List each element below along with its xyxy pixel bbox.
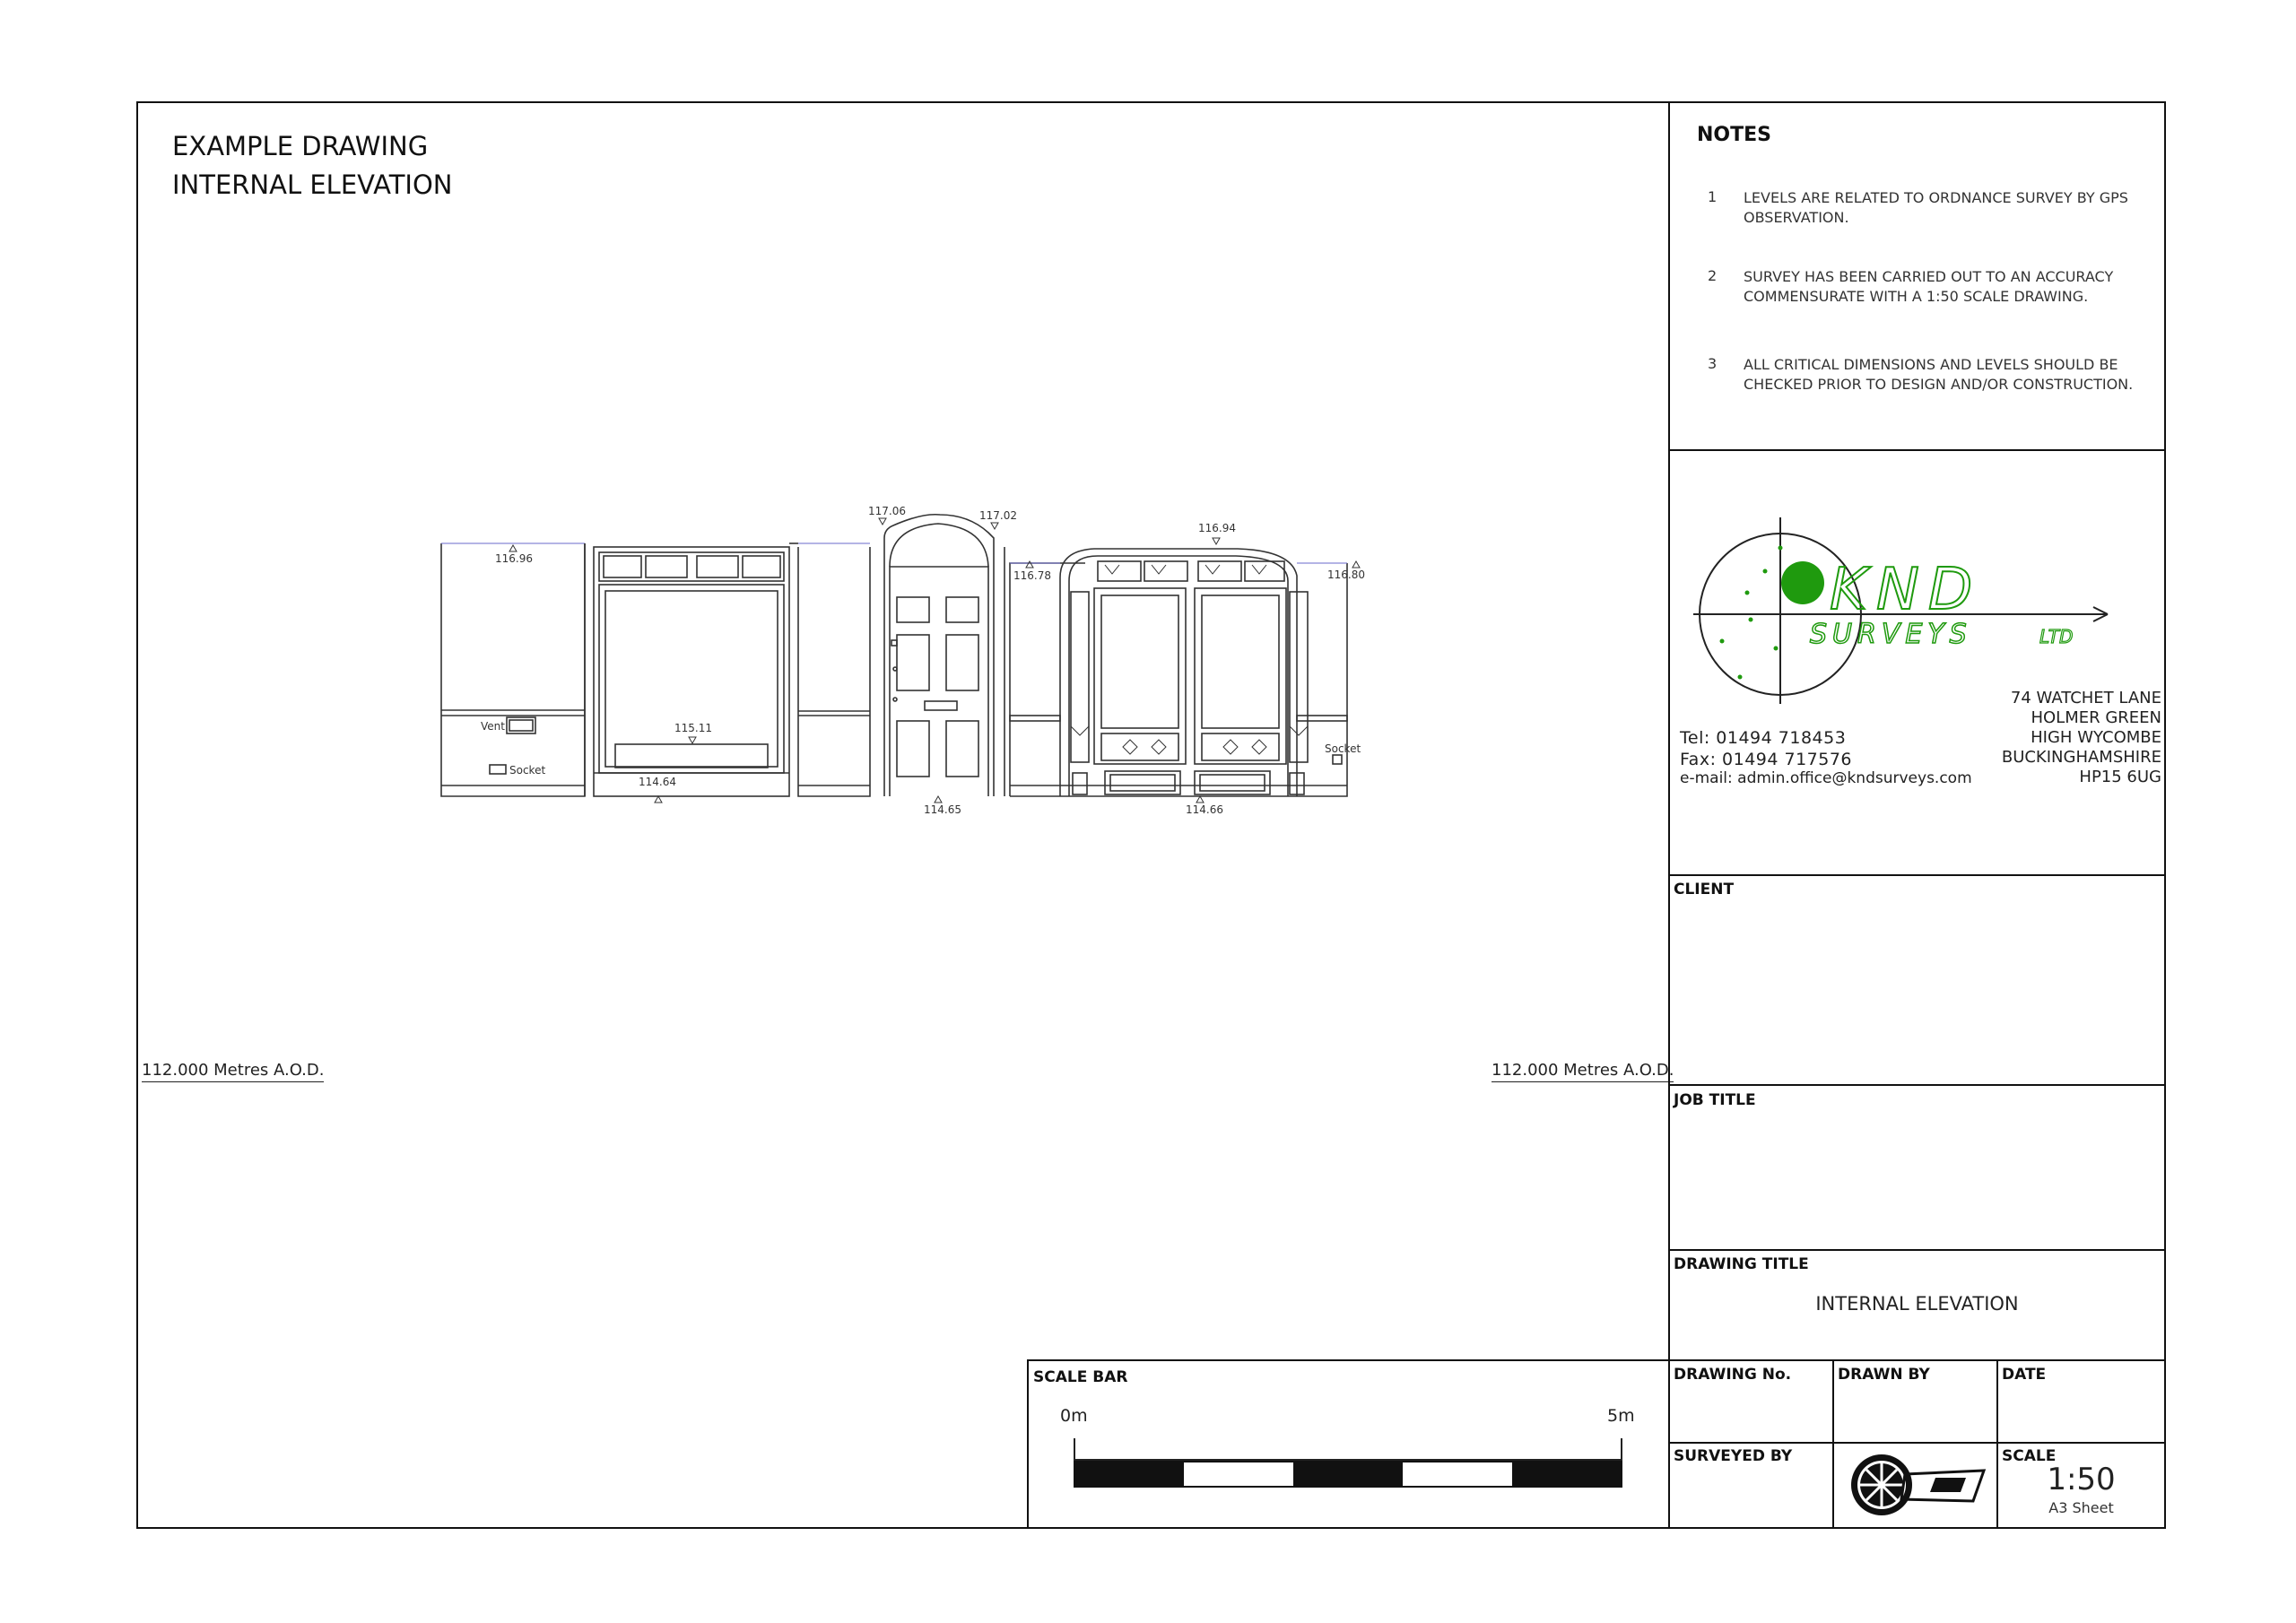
note-number: 3 xyxy=(1708,355,1718,372)
level-label: 115.11 xyxy=(674,722,712,734)
scale-label: SCALE xyxy=(2002,1447,2057,1465)
drawing-title-label: DRAWING TITLE xyxy=(1674,1255,1809,1273)
surveyor-badge-icon xyxy=(1848,1451,1991,1519)
drawing-number-label: DRAWING No. xyxy=(1674,1366,1792,1384)
level-label: 114.65 xyxy=(924,803,961,816)
drawing-title-line2: INTERNAL ELEVATION xyxy=(172,169,453,200)
level-label: 117.06 xyxy=(868,505,906,517)
note-number: 1 xyxy=(1708,188,1718,205)
note-text: ALL CRITICAL DIMENSIONS AND LEVELS SHOULD BE CHECKED PRIOR TO DESIGN AND/OR CONSTRUCTION. xyxy=(1744,356,2134,393)
drawn-by-label: DRAWN BY xyxy=(1838,1366,1930,1384)
level-label: 116.80 xyxy=(1327,568,1365,581)
level-label: 114.64 xyxy=(639,776,676,788)
datum-label-left: 112.000 Metres A.O.D. xyxy=(142,1061,324,1082)
internal-elevation-drawing xyxy=(430,502,1381,825)
logo-main: KND xyxy=(1830,557,1982,623)
job-title-label: JOB TITLE xyxy=(1674,1091,1756,1109)
company-tel: Tel: 01494 718453 xyxy=(1680,728,1847,748)
logo-suffix: LTD xyxy=(2039,626,2074,647)
titleblock-divider xyxy=(1668,101,1670,1529)
drawing-title-value: INTERNAL ELEVATION xyxy=(1815,1293,2019,1315)
note-text: SURVEY HAS BEEN CARRIED OUT TO AN ACCURACY COMMENSURATE WITH A 1:50 SCALE DRAWING. xyxy=(1744,268,2114,305)
sheet-size: A3 Sheet xyxy=(2048,1499,2114,1516)
scalebar-end: 5m xyxy=(1607,1406,1635,1426)
level-label: 116.94 xyxy=(1198,522,1236,534)
note-number: 2 xyxy=(1708,267,1718,284)
date-label: DATE xyxy=(2002,1366,2047,1384)
company-address: 74 WATCHET LANE HOLMER GREEN HIGH WYCOMBE BUCKINGHAMSHIRE HP15 6UG xyxy=(2001,689,2161,786)
logo-sub: SURVEYS xyxy=(1810,619,1972,650)
scale-bar xyxy=(1067,1435,1632,1492)
surveyed-by-label: SURVEYED BY xyxy=(1674,1447,1793,1465)
client-label: CLIENT xyxy=(1674,881,1735,898)
company-email: e-mail: admin.office@kndsurveys.com xyxy=(1680,769,1972,787)
scalebar-label: SCALE BAR xyxy=(1033,1368,1128,1386)
scalebar-start: 0m xyxy=(1060,1406,1088,1426)
knd-surveys-logo xyxy=(1686,516,2117,713)
socket-label-left: Socket xyxy=(509,764,546,777)
scale-value: 1:50 xyxy=(2047,1462,2116,1497)
company-fax: Fax: 01494 717576 xyxy=(1680,750,1853,769)
datum-label-right: 112.000 Metres A.O.D. xyxy=(1492,1061,1674,1082)
vent-label: Vent xyxy=(481,720,505,733)
level-label: 116.96 xyxy=(495,552,533,565)
drawing-title-line1: EXAMPLE DRAWING xyxy=(172,131,429,161)
level-label: 117.02 xyxy=(979,509,1017,522)
socket-label-right: Socket xyxy=(1325,742,1361,755)
notes-heading: NOTES xyxy=(1697,124,1771,146)
level-label: 116.78 xyxy=(1013,569,1051,582)
note-text: LEVELS ARE RELATED TO ORDNANCE SURVEY BY GPS OBSERVATION. xyxy=(1744,189,2128,226)
level-label: 114.66 xyxy=(1186,803,1223,816)
